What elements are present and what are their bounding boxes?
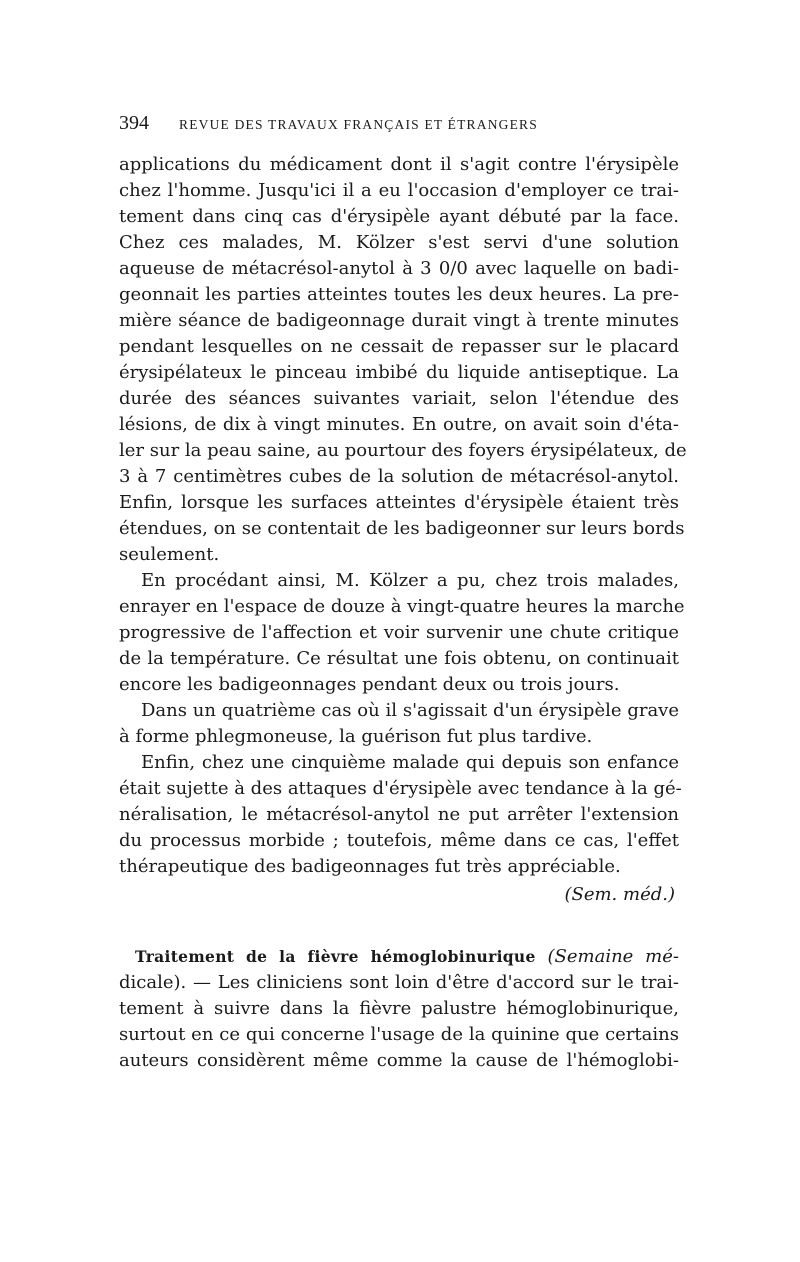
page-number: 394: [119, 112, 149, 134]
text-line: seulement.: [119, 544, 220, 565]
text-line: pendant lesquelles on ne cessait de repasser sur le placard: [119, 336, 679, 357]
text-line: geonnait les parties atteintes toutes les deux heures. La pre-: [119, 284, 679, 305]
text-line: du processus morbide ; toutefois, même dans ce cas, l'effet: [119, 830, 679, 851]
text-line: auteurs considèrent même comme la cause de l'hémoglobi-: [119, 1050, 679, 1071]
text-line: surtout en ce qui concerne l'usage de la quinine que certains: [119, 1024, 679, 1045]
text-line: Enfin, lorsque les surfaces atteintes d'érysipèle étaient très: [119, 492, 679, 513]
text-line: érysipélateux le pinceau imbibé du liquide antiseptique. La: [119, 362, 679, 383]
text-line: dicale). — Les cliniciens sont loin d'être d'accord sur le trai-: [119, 972, 679, 993]
section-heading-line: [119, 944, 679, 970]
text-line: thérapeutique des badigeonnages fut très appréciable.: [119, 856, 621, 877]
text-line: aqueuse de métacrésol-anytol à 3 0/0 avec laquelle on badi-: [119, 258, 679, 279]
text-line: mière séance de badigeonnage durait vingt à trente minutes: [119, 310, 679, 331]
text-line: 3 à 7 centimètres cubes de la solution de métacrésol-anytol.: [119, 466, 679, 487]
text-line: était sujette à des attaques d'érysipèle avec tendance à la gé-: [119, 778, 682, 799]
section-source-ref: (Semaine mé-: [547, 946, 679, 967]
text-line: tement à suivre dans la fièvre palustre hémoglobinurique,: [119, 998, 679, 1019]
section-paragraph: [119, 944, 679, 1074]
text-line: chez l'homme. Jusqu'ici il a eu l'occasion d'employer ce trai-: [119, 180, 679, 201]
paragraph-3: [119, 698, 679, 750]
running-head: [119, 112, 679, 140]
article-body: [119, 152, 687, 1074]
text-line: encore les badigeonnages pendant deux ou trois jours.: [119, 674, 620, 695]
text-line: durée des séances suivantes variait, selon l'étendue des: [119, 388, 679, 409]
text-line: lésions, de dix à vingt minutes. En outre, on avait soin d'éta-: [119, 414, 679, 435]
text-line: enrayer en l'espace de douze à vingt-quatre heures la marche: [119, 596, 685, 617]
text-line: néralisation, le métacrésol-anytol ne put arrêter l'extension: [119, 804, 679, 825]
text-line: Chez ces malades, M. Kölzer s'est servi d'une solution: [119, 232, 679, 253]
text-line: applications du médicament dont il s'agit contre l'érysipèle: [119, 154, 679, 175]
text-line: En procédant ainsi, M. Kölzer a pu, chez trois malades,: [141, 570, 679, 591]
text-line: de la température. Ce résultat une fois obtenu, on continuait: [119, 648, 679, 669]
paragraph-1: [119, 152, 687, 568]
source-citation: (Sem. méd.): [564, 884, 675, 905]
paragraph-4: [119, 750, 682, 880]
text-line: Dans un quatrième cas où il s'agissait d'un érysipèle grave: [141, 700, 679, 721]
section-title: Traitement de la fièvre hémoglobinurique: [135, 947, 536, 966]
text-line: Enfin, chez une cinquième malade qui depuis son enfance: [141, 752, 679, 773]
text-line: tement dans cinq cas d'érysipèle ayant débuté par la face.: [119, 206, 679, 227]
text-line: étendues, on se contentait de les badigeonner sur leurs bords: [119, 518, 685, 539]
text-line: progressive de l'affection et voir survenir une chute critique: [119, 622, 679, 643]
section-hemoglobinuric-fever: [119, 944, 679, 1074]
text-line: ler sur la peau saine, au pourtour des foyers érysipélateux, de: [119, 440, 687, 461]
text-line: à forme phlegmoneuse, la guérison fut plus tardive.: [119, 726, 593, 747]
page: [119, 112, 687, 1074]
running-title: REVUE DES TRAVAUX FRANÇAIS ET ÉTRANGERS: [179, 117, 538, 132]
paragraph-2: [119, 568, 685, 698]
